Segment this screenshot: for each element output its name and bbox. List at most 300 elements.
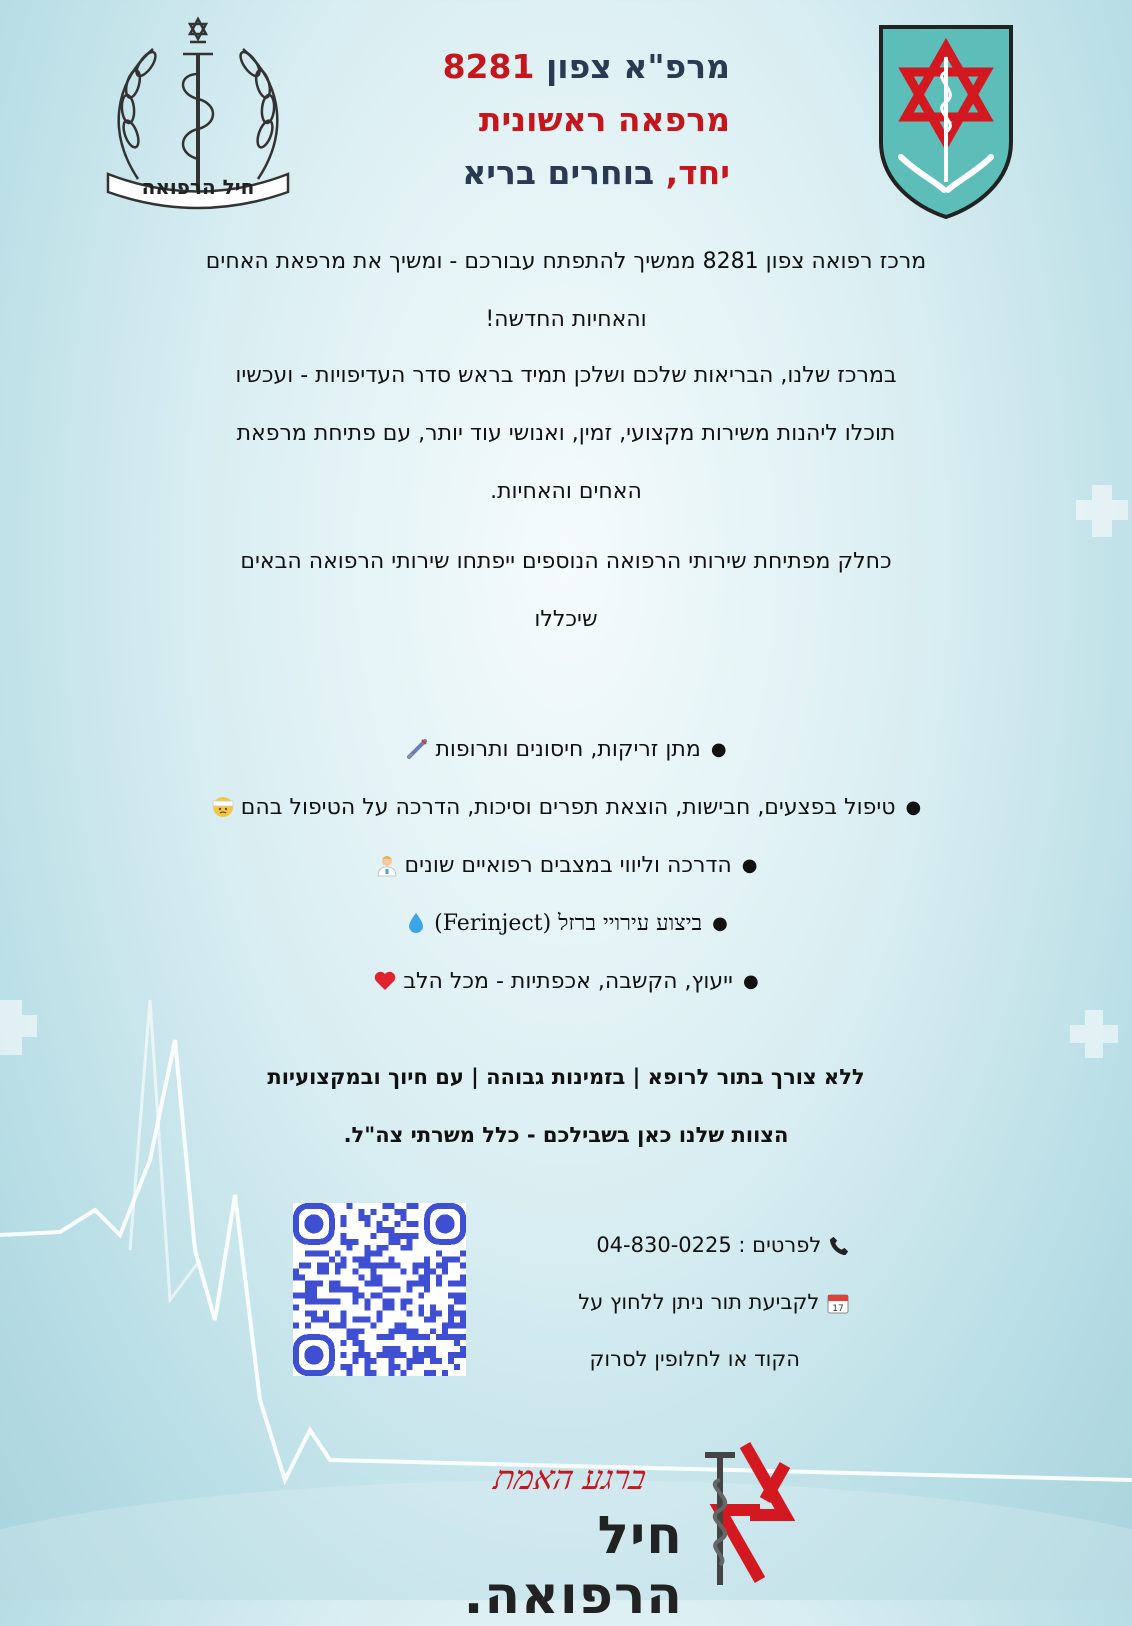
qr-module	[323, 1269, 329, 1275]
qr-module	[394, 1239, 400, 1245]
qr-module	[418, 1275, 424, 1281]
qr-module	[341, 1310, 347, 1316]
qr-module	[335, 1298, 341, 1304]
qr-module	[311, 1316, 317, 1322]
qr-module	[388, 1346, 394, 1352]
qr-module	[305, 1281, 311, 1287]
qr-module	[317, 1316, 323, 1322]
qr-module	[382, 1298, 388, 1304]
qr-module	[371, 1370, 377, 1376]
qr-module	[382, 1245, 388, 1251]
qr-module	[293, 1304, 299, 1310]
qr-module	[430, 1346, 436, 1352]
services-intro-line-1: כחלק מפתיחת שירותי הרפואה הנוספים ייפתחו שירותי הרפואה הבאים	[240, 549, 892, 574]
qr-module	[454, 1281, 460, 1287]
qr-module	[371, 1322, 377, 1328]
qr-module	[311, 1310, 317, 1316]
qr-module	[341, 1287, 347, 1293]
qr-module	[353, 1239, 359, 1245]
qr-module	[406, 1233, 412, 1239]
qr-module	[406, 1239, 412, 1245]
qr-module	[377, 1251, 383, 1257]
qr-module	[460, 1352, 466, 1358]
qr-module	[424, 1275, 430, 1281]
qr-module	[424, 1316, 430, 1322]
qr-module	[454, 1257, 460, 1263]
service-text: ביצוע עירויי ברזל (Ferinject)	[434, 911, 703, 936]
qr-module	[365, 1245, 371, 1251]
qr-module	[353, 1269, 359, 1275]
qr-module	[341, 1263, 347, 1269]
qr-module	[335, 1281, 341, 1287]
qr-module	[353, 1316, 359, 1322]
qr-module	[353, 1298, 359, 1304]
qr-module	[299, 1263, 305, 1269]
qr-module	[388, 1203, 394, 1209]
qr-module	[418, 1281, 424, 1287]
qr-module	[371, 1209, 377, 1215]
qr-module	[448, 1281, 454, 1287]
qr-module	[365, 1316, 371, 1322]
qr-module	[293, 1275, 299, 1281]
qr-module	[353, 1352, 359, 1358]
qr-module	[359, 1352, 365, 1358]
qr-module	[323, 1316, 329, 1322]
qr-module	[335, 1263, 341, 1269]
qr-module	[460, 1292, 466, 1298]
qr-module	[323, 1251, 329, 1257]
qr-module	[412, 1233, 418, 1239]
qr-module	[359, 1275, 365, 1281]
qr-module	[454, 1310, 460, 1316]
qr-module	[353, 1358, 359, 1364]
qr-module	[454, 1334, 460, 1340]
calendar-icon	[826, 1291, 850, 1315]
qr-module	[412, 1263, 418, 1269]
qr-module	[353, 1287, 359, 1293]
qr-module	[371, 1358, 377, 1364]
qr-module	[388, 1304, 394, 1310]
qr-module	[406, 1245, 412, 1251]
qr-module	[400, 1322, 406, 1328]
qr-module	[412, 1358, 418, 1364]
qr-module	[388, 1334, 394, 1340]
intro-line-1: מרכז רפואה צפון 8281 ממשיך להתפתח עבורכם - ומשיך את מרפאת האחים	[205, 249, 927, 274]
qr-module	[454, 1298, 460, 1304]
qr-module	[424, 1281, 430, 1287]
qr-module	[436, 1251, 442, 1257]
qr-module	[359, 1263, 365, 1269]
slogan-word: יחד,	[665, 153, 730, 192]
qr-module	[418, 1310, 424, 1316]
body-line-2: תוכלו ליהנות משירות מקצועי, זמין, ואנושי עוד יותר, עם פתיחת מרפאת	[236, 421, 896, 446]
qr-module	[460, 1316, 466, 1322]
qr-module	[424, 1352, 430, 1358]
qr-module	[406, 1328, 412, 1334]
qr-module	[347, 1239, 353, 1245]
notice-line-2: הצוות שלנו כאן בשבילכם - כלל משרתי צה"ל.	[343, 1123, 789, 1147]
qr-module	[412, 1221, 418, 1227]
service-text: הדרכה וליווי במצבים רפואיים שונים	[404, 852, 732, 878]
qr-module	[400, 1328, 406, 1334]
qr-module	[382, 1227, 388, 1233]
qr-module	[454, 1340, 460, 1346]
bandaged-face-icon	[211, 795, 235, 819]
qr-module	[335, 1251, 341, 1257]
qr-module	[377, 1292, 383, 1298]
qr-module	[382, 1263, 388, 1269]
clinic-subtitle: מרפאה ראשונית	[478, 100, 730, 139]
qr-module	[436, 1334, 442, 1340]
droplet-icon	[404, 911, 428, 935]
intro-paragraph	[100, 233, 1032, 349]
qr-module	[299, 1292, 305, 1298]
qr-module	[406, 1298, 412, 1304]
qr-module	[394, 1221, 400, 1227]
qr-module	[382, 1203, 388, 1209]
qr-module	[442, 1334, 448, 1340]
qr-module	[448, 1292, 454, 1298]
qr-module	[388, 1352, 394, 1358]
qr-module	[412, 1352, 418, 1358]
list-item	[100, 720, 1032, 778]
phone-line	[480, 1233, 850, 1257]
qr-module	[359, 1346, 365, 1352]
qr-module	[365, 1364, 371, 1370]
qr-module	[412, 1269, 418, 1275]
appointment-text-1: לקביעת תור ניתן ללחוץ על	[578, 1290, 820, 1314]
qr-module	[365, 1263, 371, 1269]
qr-module	[365, 1370, 371, 1376]
qr-module	[406, 1310, 412, 1316]
qr-module	[377, 1352, 383, 1358]
qr-module	[382, 1287, 388, 1293]
qr-module	[430, 1352, 436, 1358]
calendar-day: 17	[832, 1304, 844, 1314]
qr-module	[424, 1257, 430, 1263]
qr-module	[377, 1316, 383, 1322]
qr-module	[400, 1298, 406, 1304]
qr-module	[382, 1215, 388, 1221]
qr-module	[442, 1263, 448, 1269]
list-item: ● ייעוץ, הקשבה, אכפתיות - מכל הלב	[100, 952, 1032, 1010]
qr-module	[394, 1352, 400, 1358]
qr-module	[377, 1281, 383, 1287]
qr-module	[359, 1316, 365, 1322]
qr-module	[394, 1233, 400, 1239]
qr-finder-inner	[436, 1214, 455, 1233]
list-item: ● הדרכה וליווי במצבים רפואיים שונים	[100, 836, 1032, 894]
qr-module	[377, 1275, 383, 1281]
qr-module	[293, 1292, 299, 1298]
qr-module	[418, 1334, 424, 1340]
qr-module	[412, 1281, 418, 1287]
qr-module	[388, 1233, 394, 1239]
qr-module	[377, 1227, 383, 1233]
qr-module	[347, 1370, 353, 1376]
intro-line-2: והאחיות החדשה!	[485, 307, 647, 332]
qr-module	[436, 1275, 442, 1281]
phone-number[interactable]: 04-830-0225	[596, 1233, 732, 1257]
qr-module	[388, 1239, 394, 1245]
qr-module	[371, 1281, 377, 1287]
qr-module	[305, 1287, 311, 1293]
qr-module	[329, 1287, 335, 1293]
clinic-slogan	[330, 153, 730, 192]
qr-module	[353, 1334, 359, 1340]
qr-module	[305, 1310, 311, 1316]
qr-module	[400, 1209, 406, 1215]
qr-module	[311, 1292, 317, 1298]
qr-module	[359, 1340, 365, 1346]
qr-module	[406, 1281, 412, 1287]
heart-icon	[373, 969, 397, 993]
qr-module	[359, 1292, 365, 1298]
qr-module	[412, 1328, 418, 1334]
bullet: ●	[710, 738, 727, 760]
qr-module	[400, 1352, 406, 1358]
services-list	[100, 720, 1032, 1010]
qr-finder-inner	[304, 1346, 323, 1365]
qr-module	[371, 1292, 377, 1298]
qr-module	[448, 1358, 454, 1364]
qr-module	[406, 1287, 412, 1293]
qr-module	[394, 1209, 400, 1215]
qr-module	[371, 1233, 377, 1239]
qr-module	[341, 1221, 347, 1227]
qr-module	[365, 1221, 371, 1227]
qr-module	[448, 1316, 454, 1322]
qr-module	[430, 1328, 436, 1334]
qr-module	[299, 1275, 305, 1281]
qr-module	[436, 1263, 442, 1269]
qr-module	[454, 1322, 460, 1328]
qr-module	[377, 1221, 383, 1227]
qr-module	[365, 1257, 371, 1263]
service-text: טיפול בפצעים, חבישות, הוצאת תפרים וסיכות, הדרכה על הטיפול בהם	[240, 794, 896, 820]
qr-module	[460, 1346, 466, 1352]
qr-module	[311, 1298, 317, 1304]
qr-module	[448, 1257, 454, 1263]
qr-module	[418, 1358, 424, 1364]
body-line-3: האחים והאחיות.	[490, 479, 642, 504]
qr-module	[341, 1322, 347, 1328]
qr-module	[436, 1310, 442, 1316]
qr-module	[400, 1245, 406, 1251]
qr-module	[341, 1340, 347, 1346]
qr-module	[460, 1275, 466, 1281]
qr-module	[371, 1251, 377, 1257]
qr-module	[448, 1322, 454, 1328]
qr-module	[418, 1352, 424, 1358]
qr-module	[365, 1352, 371, 1358]
service-text: מתן זריקות, חיסונים ותרופות	[435, 736, 701, 762]
qr-module	[311, 1287, 317, 1293]
qr-module	[460, 1281, 466, 1287]
qr-module	[406, 1358, 412, 1364]
qr-module	[394, 1322, 400, 1328]
qr-module	[329, 1281, 335, 1287]
qr-module	[400, 1370, 406, 1376]
qr-module	[353, 1340, 359, 1346]
qr-module	[412, 1203, 418, 1209]
qr-module	[335, 1322, 341, 1328]
qr-module	[365, 1281, 371, 1287]
emblem-banner-text: חיל הרפואה	[141, 175, 255, 199]
qr-module	[418, 1263, 424, 1269]
qr-module	[442, 1328, 448, 1334]
footer-slogan: ברגע האמת	[491, 1458, 650, 1497]
phone-label: לפרטים :	[738, 1233, 822, 1257]
qr-module	[460, 1298, 466, 1304]
qr-module	[394, 1346, 400, 1352]
syringe-icon	[405, 737, 429, 761]
qr-module	[448, 1304, 454, 1310]
qr-module	[388, 1298, 394, 1304]
qr-module	[430, 1358, 436, 1364]
qr-module	[317, 1298, 323, 1304]
qr-module	[317, 1263, 323, 1269]
qr-module	[394, 1328, 400, 1334]
qr-module	[430, 1310, 436, 1316]
qr-module	[293, 1322, 299, 1328]
qr-module	[293, 1269, 299, 1275]
qr-module	[305, 1322, 311, 1328]
qr-module	[347, 1364, 353, 1370]
qr-module	[305, 1298, 311, 1304]
qr-module	[323, 1310, 329, 1316]
qr-module	[442, 1257, 448, 1263]
qr-module	[341, 1257, 347, 1263]
qr-module	[359, 1257, 365, 1263]
qr-module	[359, 1215, 365, 1221]
qr-module	[377, 1245, 383, 1251]
qr-module	[341, 1239, 347, 1245]
qr-module	[335, 1287, 341, 1293]
medical-shield-icon	[876, 22, 1016, 222]
qr-module	[371, 1263, 377, 1269]
qr-module	[382, 1334, 388, 1340]
qr-module	[400, 1233, 406, 1239]
qr-module	[442, 1370, 448, 1376]
qr-module	[388, 1328, 394, 1334]
notice-line-1: ללא צורך בתור לרופא | בזמינות גבוהה | עם חיוך ובמקצועיות	[267, 1065, 865, 1089]
qr-module	[454, 1292, 460, 1298]
qr-module	[347, 1203, 353, 1209]
qr-module	[394, 1364, 400, 1370]
qr-module	[382, 1346, 388, 1352]
qr-code-image[interactable]	[293, 1203, 466, 1376]
body-line-1: במרכז שלנו, הבריאות שלכם ושלכן תמיד בראש סדר העדיפויות - ועכשיו	[235, 363, 897, 388]
qr-module	[317, 1251, 323, 1257]
slogan-rest: בוחרים בריא	[462, 153, 655, 192]
qr-module	[382, 1352, 388, 1358]
qr-module	[388, 1287, 394, 1293]
qr-module	[353, 1328, 359, 1334]
qr-module	[430, 1316, 436, 1322]
qr-module	[400, 1269, 406, 1275]
qr-module	[394, 1263, 400, 1269]
qr-module	[305, 1263, 311, 1269]
qr-module	[406, 1203, 412, 1209]
appointment-text-2: הקוד או לחלופין לסרוק	[589, 1347, 800, 1371]
qr-module	[394, 1287, 400, 1293]
qr-module	[442, 1269, 448, 1275]
qr-module	[365, 1251, 371, 1257]
qr-module	[448, 1310, 454, 1316]
medical-corps-emblem-icon	[98, 14, 298, 214]
qr-finder-inner	[304, 1214, 323, 1233]
qr-module	[347, 1334, 353, 1340]
qr-module	[388, 1263, 394, 1269]
qr-module	[329, 1257, 335, 1263]
qr-module	[323, 1263, 329, 1269]
qr-module	[365, 1304, 371, 1310]
qr-module	[359, 1209, 365, 1215]
qr-module	[454, 1364, 460, 1370]
qr-module	[365, 1358, 371, 1364]
qr-module	[382, 1304, 388, 1310]
qr-module	[353, 1292, 359, 1298]
qr-module	[388, 1257, 394, 1263]
qr-module	[406, 1364, 412, 1370]
qr-module	[460, 1334, 466, 1340]
qr-module	[424, 1269, 430, 1275]
services-intro	[100, 533, 1032, 649]
qr-module	[371, 1275, 377, 1281]
qr-module	[388, 1364, 394, 1370]
health-worker-icon	[375, 853, 399, 877]
list-item: ● טיפול בפצעים, חבישות, הוצאת תפרים וסיכות, הדרכה על הטיפול בהם	[100, 778, 1032, 836]
qr-module	[377, 1310, 383, 1316]
qr-module	[400, 1215, 406, 1221]
qr-module	[412, 1346, 418, 1352]
clinic-number: 8281	[442, 47, 535, 86]
qr-module	[317, 1281, 323, 1287]
qr-module	[460, 1263, 466, 1269]
qr-module	[424, 1370, 430, 1376]
list-item: ● ביצוע עירויי ברזל (Ferinject)	[100, 894, 1032, 952]
qr-module	[430, 1304, 436, 1310]
qr-module	[424, 1263, 430, 1269]
qr-module	[388, 1370, 394, 1376]
qr-module	[317, 1269, 323, 1275]
qr-module	[424, 1346, 430, 1352]
qr-module	[442, 1322, 448, 1328]
qr-module	[400, 1304, 406, 1310]
qr-module	[377, 1334, 383, 1340]
qr-module	[454, 1352, 460, 1358]
qr-module	[347, 1245, 353, 1251]
qr-module	[305, 1251, 311, 1257]
qr-module	[448, 1334, 454, 1340]
appointment-line-1	[480, 1290, 850, 1315]
qr-module	[377, 1263, 383, 1269]
qr-module	[347, 1287, 353, 1293]
qr-module	[341, 1233, 347, 1239]
qr-module	[329, 1322, 335, 1328]
qr-module	[460, 1322, 466, 1328]
qr-module	[388, 1358, 394, 1364]
qr-module	[311, 1281, 317, 1287]
qr-module	[341, 1352, 347, 1358]
qr-module	[305, 1292, 311, 1298]
qr-module	[406, 1221, 412, 1227]
qr-module	[430, 1370, 436, 1376]
qr-module	[347, 1328, 353, 1334]
qr-module	[341, 1316, 347, 1322]
qr-module	[424, 1287, 430, 1293]
